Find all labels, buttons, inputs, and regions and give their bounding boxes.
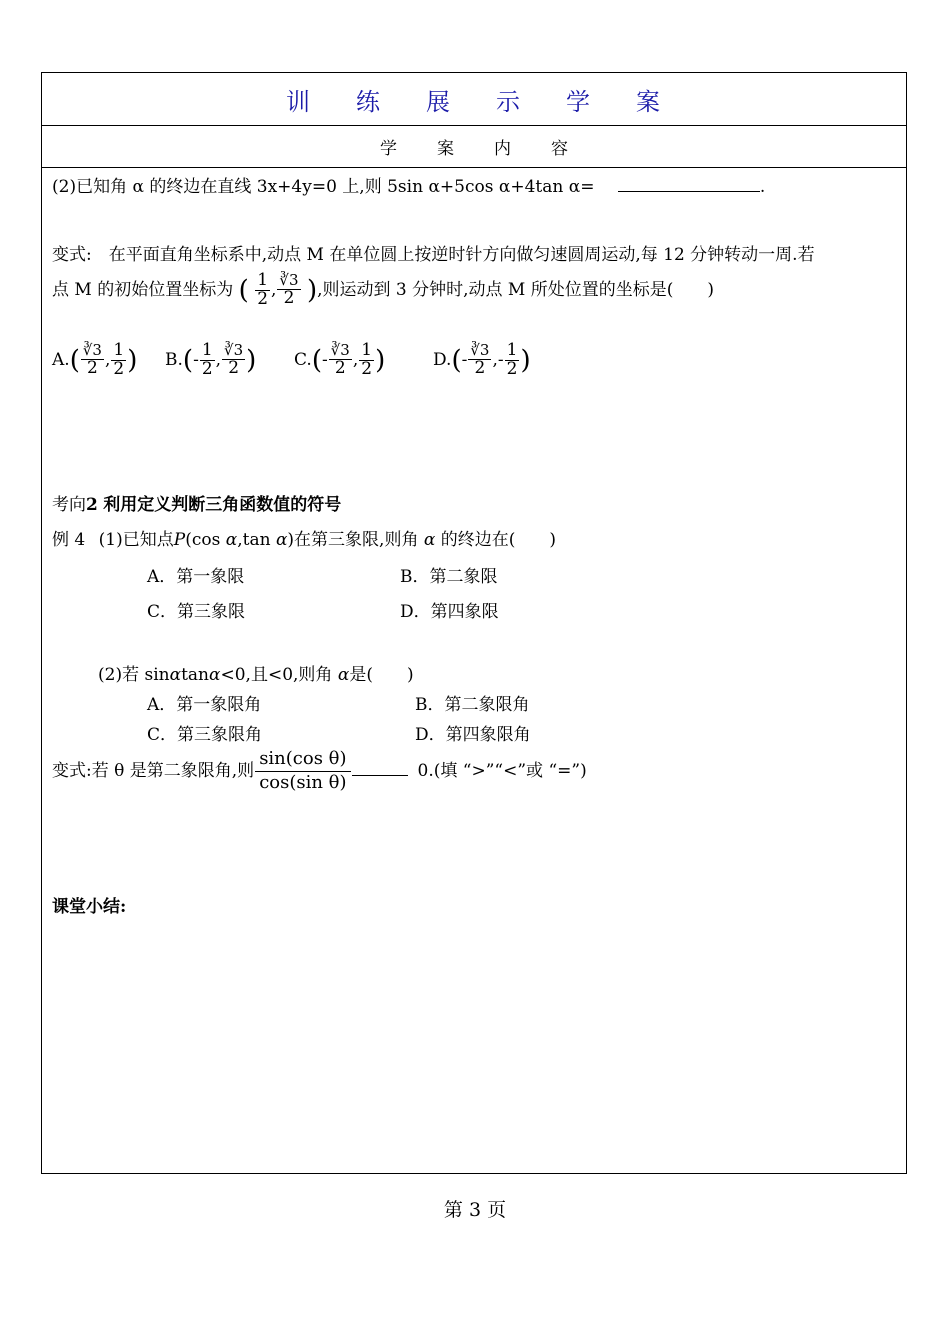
right-paren: ) (246, 345, 257, 376)
example-text: )在第三象限,则角 (287, 530, 419, 550)
example-4-part-1 (52, 525, 556, 550)
title-char: 训 (286, 87, 312, 116)
fraction-den: 2 (506, 358, 518, 379)
fraction (329, 343, 352, 378)
alpha: α (337, 665, 350, 685)
option-label: B. (165, 349, 183, 370)
fraction (505, 342, 520, 379)
example-text: 的终边在( ) (440, 530, 557, 550)
answer-blank (618, 191, 760, 192)
minus: - (461, 349, 468, 370)
example-text: 是( ) (349, 665, 414, 685)
left-paren: ( (311, 345, 322, 376)
example-text: (2)若 sin (98, 665, 170, 685)
right-paren: ) (375, 345, 386, 376)
comma: , (352, 349, 359, 370)
fraction-num: ∛3 (224, 341, 244, 360)
class-summary-label: 课堂小结: (52, 897, 127, 917)
fraction (359, 342, 374, 379)
heading-number: 2 (86, 495, 98, 515)
alpha: α (169, 665, 182, 685)
subtitle-char: 容 (551, 138, 568, 159)
subtitle-char: 学 (380, 138, 397, 159)
fraction-num: 1 (506, 340, 518, 360)
heading-prefix: 考向 (52, 495, 86, 515)
example-4-part-2 (98, 660, 414, 685)
fraction-num: ∛3 (279, 271, 299, 290)
ex4-option-b: B．第二象限 (400, 567, 498, 587)
fraction-one-half (255, 272, 270, 309)
subtitle-char: 案 (437, 138, 454, 159)
example-text: ,tan (237, 530, 271, 550)
example-text: <0,且<0,则角 (220, 665, 333, 685)
left-paren: ( (238, 275, 249, 306)
fraction-num: 1 (201, 340, 213, 360)
fraction-den: 2 (228, 357, 240, 378)
alpha: α (209, 665, 221, 685)
ex4-option-a: A．第一象限 (147, 567, 245, 587)
option-c (294, 342, 385, 379)
left-paren: ( (182, 345, 194, 376)
option-a (52, 342, 137, 379)
option-label: D. (433, 349, 452, 370)
variant-1-line2 (52, 272, 714, 309)
title-char: 练 (356, 87, 382, 116)
ex4-option-d: D．第四象限 (400, 602, 499, 622)
page-number: 第 3 页 (443, 1199, 507, 1221)
fraction-den: 2 (113, 358, 125, 379)
point-p: P (173, 530, 186, 550)
fraction-num: sin(cos θ) (255, 750, 350, 772)
fraction-num: 1 (361, 340, 373, 360)
option-label: C. (294, 349, 312, 370)
minus: - (193, 349, 199, 370)
option-b (165, 342, 256, 379)
example-text: tan (181, 665, 210, 685)
title-char: 案 (636, 87, 662, 116)
minus: - (497, 349, 504, 370)
ex4-2-option-b: B．第二象限角 (415, 695, 530, 715)
content-header (42, 125, 906, 168)
fraction-den: 2 (334, 357, 346, 378)
right-paren: ) (127, 345, 138, 376)
example-text: (1)已知点 (98, 530, 174, 550)
answer-blank (352, 775, 408, 776)
worksheet-title (42, 73, 906, 126)
fraction (468, 343, 491, 378)
section-2-heading (52, 490, 341, 515)
ex4-option-c: C．第三象限 (147, 602, 246, 622)
title-char: 展 (426, 87, 452, 116)
fraction-num: ∛3 (82, 341, 102, 360)
example-label: 例 4 (52, 530, 86, 550)
fraction-den: cos(sin θ) (259, 771, 347, 793)
comma: , (492, 349, 498, 370)
alpha: α (423, 530, 436, 550)
title-char: 示 (496, 87, 522, 116)
option-d (433, 342, 531, 379)
variant-1-line1: 变式: 在平面直角坐标系中,动点 M 在单位圆上按逆时针方向做匀速圆周运动,每 12 分钟转动一周.若 (52, 245, 815, 265)
fraction (111, 342, 126, 379)
ex4-2-option-d: D．第四象限角 (415, 725, 531, 745)
fraction-num: ∛3 (330, 341, 350, 360)
fraction-num: ∛3 (470, 341, 490, 360)
left-paren: ( (69, 345, 80, 376)
ex4-2-option-a: A．第一象限角 (147, 695, 262, 715)
heading-text: 利用定义判断三角函数值的符号 (103, 495, 342, 515)
variant-1-prefix: 点 M 的初始位置坐标为 (52, 279, 234, 300)
fraction (200, 342, 215, 379)
fraction-den: 2 (361, 358, 373, 379)
variant-1-suffix: ,则运动到 3 分钟时,动点 M 所处位置的坐标是( ) (317, 279, 715, 300)
fraction-num: 1 (113, 340, 125, 360)
fraction-den: 2 (86, 357, 98, 378)
question-2-text: (2)已知角 α 的终边在直线 3x+4y=0 上,则 5sin α+5cos α+4tan α= (52, 177, 595, 197)
alpha: α (275, 530, 288, 550)
option-label: A. (52, 349, 70, 370)
fraction-den: 2 (283, 287, 295, 308)
ex4-2-option-c: C．第三象限角 (147, 725, 263, 745)
fraction-num: 1 (257, 270, 269, 290)
minus: - (321, 349, 328, 370)
title-char: 学 (566, 87, 592, 116)
variant-2 (52, 750, 587, 793)
example-text: (cos (185, 530, 221, 550)
comma: , (104, 349, 111, 370)
right-paren: ) (520, 345, 531, 376)
comma: , (215, 349, 222, 370)
left-paren: ( (451, 345, 462, 376)
fraction-den: 2 (201, 358, 213, 379)
fraction (222, 343, 245, 378)
comma: , (271, 279, 277, 300)
subtitle-char: 内 (494, 138, 511, 159)
alpha: α (225, 530, 238, 550)
variant-2-suffix: 0.(填 “>”“<”或 “=”) (417, 760, 587, 781)
fraction-den: 2 (257, 288, 269, 309)
right-paren: ) (306, 275, 318, 306)
question-2-end: . (759, 177, 766, 197)
variant-2-prefix: 变式:若 θ 是第二象限角,则 (52, 760, 255, 781)
fraction (81, 343, 104, 378)
fraction-den: 2 (474, 357, 486, 378)
fraction-root3-half (277, 273, 300, 308)
question-2 (52, 172, 765, 197)
worksheet-frame (41, 72, 907, 1174)
trig-fraction (255, 750, 350, 793)
